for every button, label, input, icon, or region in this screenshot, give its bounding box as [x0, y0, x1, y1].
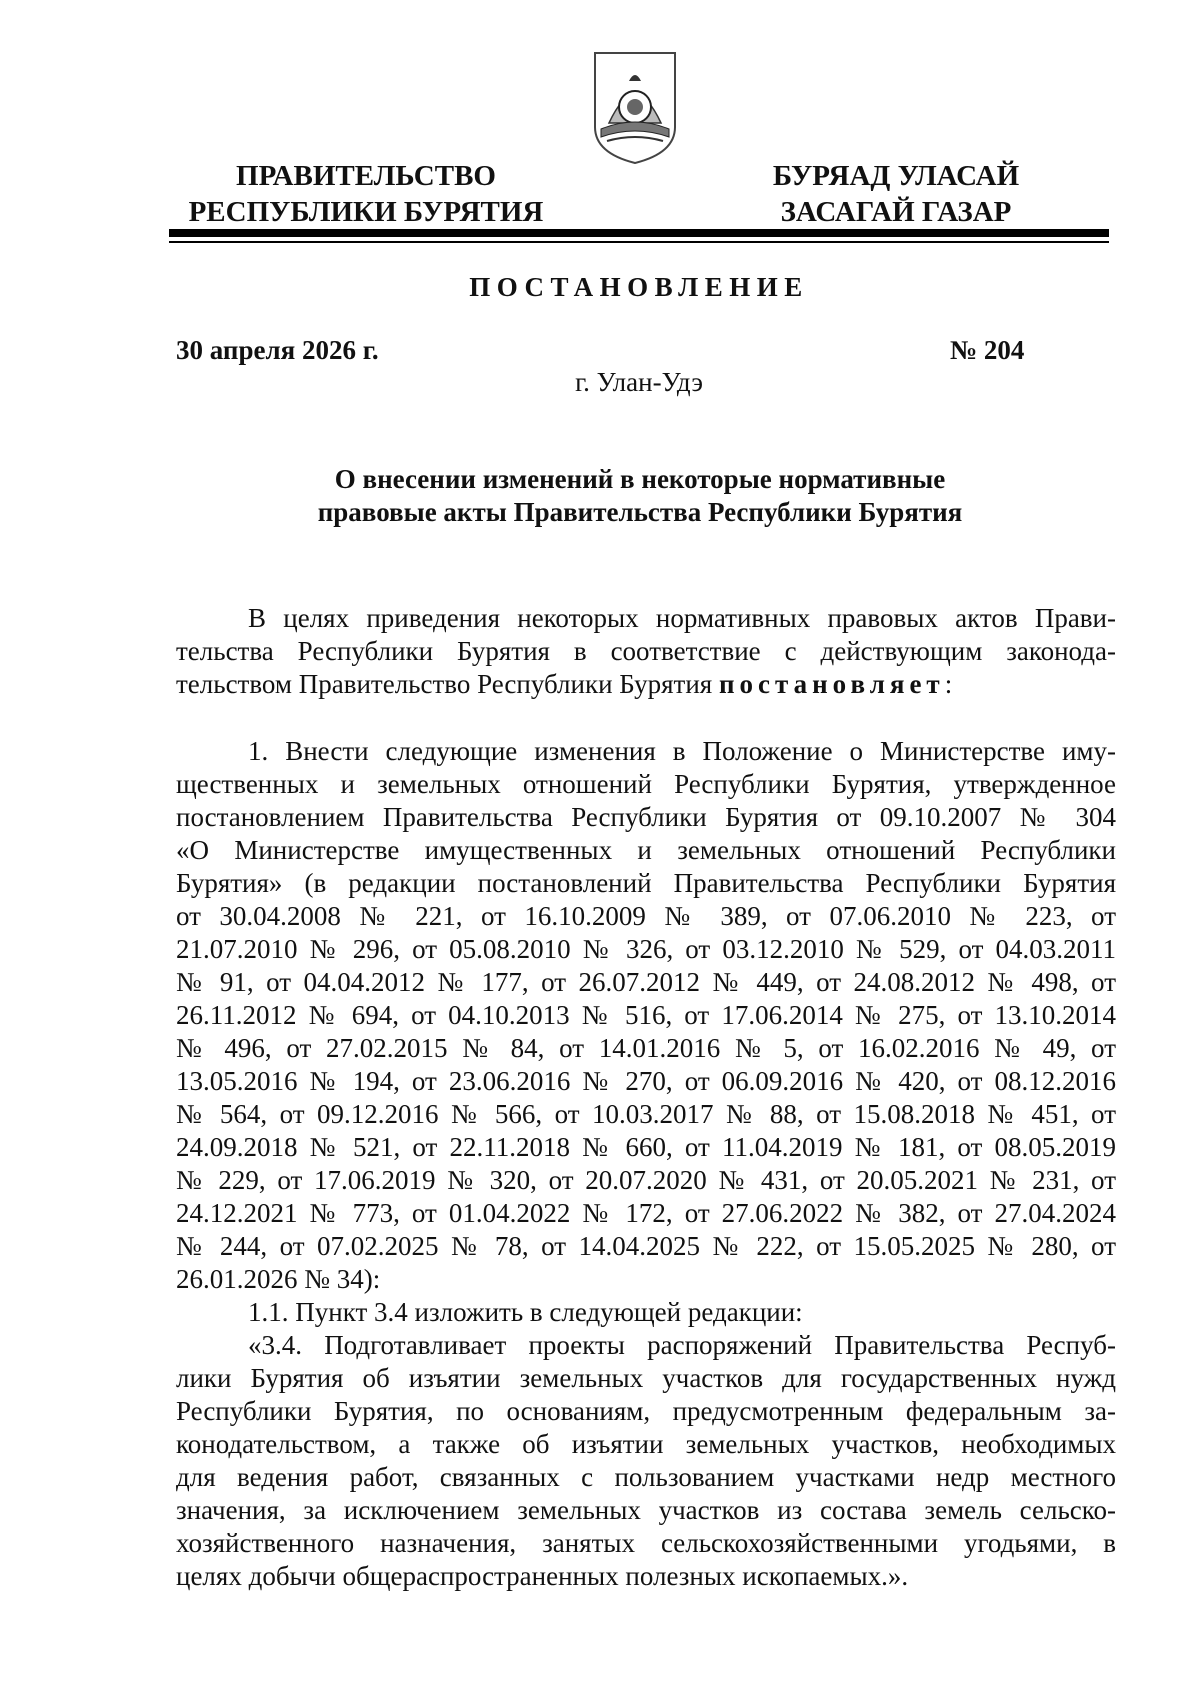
header-rule-thick [169, 229, 1109, 237]
title-line2: правовые акты Правительства Республики Бурятия [317, 497, 963, 527]
preamble-resolves: постановляет [718, 669, 945, 699]
item1-line: 26.11.2012 № 694, от 04.10.2013 № 516, от 17.06.2014 № 275, от 13.10.2014 [176, 1000, 1116, 1030]
item1-line: Бурятия» (в редакции постановлений Правительства Республики Бурятия [176, 868, 1116, 898]
coat-of-arms-emblem [589, 49, 681, 167]
item1-line: 1. Внести следующие изменения в Положение о Министерстве иму- [248, 736, 1116, 766]
item1-line: постановлением Правительства Республики Бурятия от 09.10.2007 № 304 [176, 802, 1116, 832]
government-name-buryat [746, 158, 1046, 230]
item1-line: 21.07.2010 № 296, от 05.08.2010 № 326, от 03.12.2010 № 529, от 04.03.2011 [176, 934, 1116, 964]
document-type: ПОСТАНОВЛЕНИЕ [469, 272, 809, 302]
header-left-line2: РЕСПУБЛИКИ БУРЯТИЯ [188, 196, 544, 228]
document-date: 30 апреля 2026 г. [176, 335, 379, 365]
title-line1: О внесении изменений в некоторые нормативные [334, 464, 946, 494]
document-number: № 204 [950, 335, 1025, 365]
header-rule-thin [169, 241, 1109, 243]
preamble-colon: : [944, 669, 953, 699]
item1-1-heading: 1.1. Пункт 3.4 изложить в следующей редакции: [248, 1297, 803, 1327]
header-right-line2: ЗАСАГАЙ ГАЗАР [780, 196, 1012, 228]
item1-1-line: «3.4. Подготавливает проекты распоряжений Правительства Респуб- [248, 1330, 1116, 1360]
government-name-russian [176, 158, 556, 230]
item1-line: 24.09.2018 № 521, от 22.11.2018 № 660, от 11.04.2019 № 181, от 08.05.2019 [176, 1132, 1116, 1162]
item1-line: 24.12.2021 № 773, от 01.04.2022 № 172, от 27.06.2022 № 382, от 27.04.2024 [176, 1198, 1116, 1228]
document-city: г. Улан-Удэ [575, 367, 703, 397]
preamble-text: тельством Правительство Республики Бурятия [176, 669, 719, 699]
item1-line: 13.05.2016 № 194, от 23.06.2016 № 270, от 06.09.2016 № 420, от 08.12.2016 [176, 1066, 1116, 1096]
item1-line: № 91, от 04.04.2012 № 177, от 26.07.2012 № 449, от 24.08.2012 № 498, от [176, 967, 1116, 997]
item1-1-line: для ведения работ, связанных с пользованием участками недр местного [176, 1462, 1116, 1492]
preamble-line [176, 668, 1116, 701]
item1-line: 26.01.2026 № 34): [176, 1264, 381, 1294]
preamble-line: тельства Республики Бурятия в соответствие с действующим законода- [176, 636, 1116, 666]
item1-1-line: хозяйственного назначения, занятых сельскохозяйственными угодьями, в [176, 1528, 1116, 1558]
item1-1-line: целях добычи общераспространенных полезных ископаемых.». [176, 1561, 909, 1591]
item1-line: № 564, от 09.12.2016 № 566, от 10.03.2017 № 88, от 15.08.2018 № 451, от [176, 1099, 1116, 1129]
header-left-line1: ПРАВИТЕЛЬСТВО [236, 160, 496, 192]
item1-line: «О Министерстве имущественных и земельных отношений Республики [176, 835, 1116, 865]
document-title [200, 463, 1080, 529]
item1-1-line: лики Бурятия об изъятии земельных участков для государственных нужд [176, 1363, 1116, 1393]
preamble-line: В целях приведения некоторых нормативных правовых актов Прави- [248, 603, 1116, 633]
item1-1-line: Республики Бурятия, по основаниям, предусмотренным федеральным за- [176, 1396, 1116, 1426]
item1-1-line: значения, за исключением земельных участков из состава земель сельско- [176, 1495, 1116, 1525]
item1-line: № 229, от 17.06.2019 № 320, от 20.07.2020 № 431, от 20.05.2021 № 231, от [176, 1165, 1116, 1195]
item1-line: № 244, от 07.02.2025 № 78, от 14.04.2025 № 222, от 15.05.2025 № 280, от [176, 1231, 1116, 1261]
item1-line: от 30.04.2008 № 221, от 16.10.2009 № 389, от 07.06.2010 № 223, от [176, 901, 1116, 931]
item1-1-line: конодательством, а также об изъятии земельных участков, необходимых [176, 1429, 1116, 1459]
header-right-line1: БУРЯАД УЛАСАЙ [772, 160, 1020, 192]
item1-line: щественных и земельных отношений Республики Бурятия, утвержденное [176, 769, 1116, 799]
item1-line: № 496, от 27.02.2015 № 84, от 14.01.2016 № 5, от 16.02.2016 № 49, от [176, 1033, 1116, 1063]
